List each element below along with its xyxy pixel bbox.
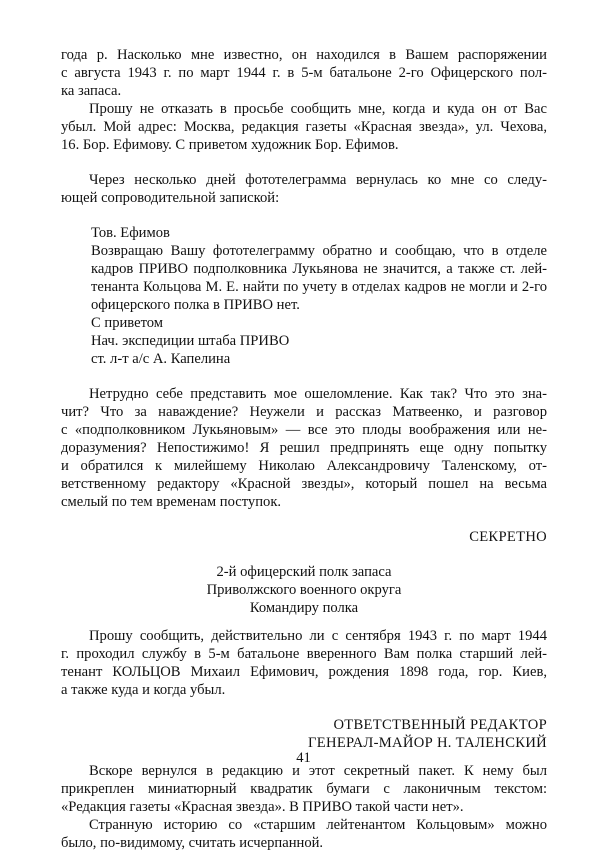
reply-note (61, 224, 547, 368)
text-line: тенанта Кольцова М. Е. найти по учету в отделах кадров не могли и 2-го (91, 279, 547, 295)
address-line: Командиру полка (249, 600, 359, 616)
paragraph-6 (61, 762, 547, 816)
text-line: прикреплен миниатюрный квадратик бумаги с лаконичным текстом: (61, 781, 547, 797)
text-line: Через несколько дней фототелеграмма вернулась ко мне со следу- (89, 172, 547, 188)
text-line: смелый по тем временам поступок. (61, 494, 282, 510)
text-line: 16. Бор. Ефимову. С приветом художник Бор. Ефимов. (61, 137, 399, 153)
letter-address (61, 563, 547, 617)
text-line: доразумения? Непостижимо! Я решил предпринять еще одну попытку (61, 440, 547, 456)
text-line: Нетрудно себе представить мое ошеломление. Как так? Что это зна- (89, 386, 547, 402)
signature-line: ОТВЕТСТВЕННЫЙ РЕДАКТОР (333, 717, 547, 733)
text-line: офицерского полка в ПРИВО нет. (91, 297, 300, 313)
paragraph-1 (61, 46, 547, 100)
note-signer-title: Нач. экспедиции штаба ПРИВО (91, 333, 290, 349)
text-line: чит? Что за наваждение? Неужели и рассказ Матвеенко, и разговор (61, 404, 547, 420)
paragraph-7 (61, 816, 547, 852)
text-line: Прошу не отказать в просьбе сообщить мне, когда и куда он от Вас (89, 101, 547, 117)
text-line: тенант КОЛЬЦОВ Михаил Ефимович, рождения 1898 года, гор. Киев, (61, 664, 547, 680)
paragraph-4 (61, 385, 547, 511)
text-line: с «подполковником Лукьяновым» — все это плоды воображения или не- (61, 422, 547, 438)
paragraph-2 (61, 100, 547, 154)
address-line: Приволжского военного округа (206, 582, 402, 598)
text-line: «Редакция газеты «Красная звезда». В ПРИВО такой части нет». (61, 799, 464, 815)
text-line: Возвращаю Вашу фототелеграмму обратно и сообщаю, что в отделе (91, 243, 547, 259)
note-closing: С приветом (91, 315, 164, 331)
letter-signature (61, 716, 547, 752)
text-line: ка запаса. (61, 83, 122, 99)
secret-stamp: СЕКРЕТНО (469, 529, 547, 545)
page-body (61, 46, 547, 852)
signature-line: ГЕНЕРАЛ-МАЙОР Н. ТАЛЕНСКИЙ (308, 735, 547, 751)
note-greeting: Тов. Ефимов (91, 225, 170, 241)
text-line: года р. Насколько мне известно, он находился в Вашем распоряжении (61, 47, 547, 63)
text-line: а также куда и когда убыл. (61, 682, 226, 698)
text-line: ющей сопроводительной запиской: (61, 190, 280, 206)
paragraph-3 (61, 171, 547, 207)
text-line: кадров ПРИВО подполковника Лукьянова не значится, а также ст. лей- (91, 261, 547, 277)
text-line: Странную историю со «старшим лейтенантом Кольцовым» можно (89, 817, 547, 833)
text-line: убыл. Мой адрес: Москва, редакция газеты «Красная звезда», ул. Чехова, (61, 119, 547, 135)
text-line: г. проходил службу в 5-м батальоне вверенного Вам полка старший лей- (61, 646, 547, 662)
address-line: 2-й офицерский полк запаса (216, 564, 392, 580)
text-line: было, по-видимому, считать исчерпанной. (61, 835, 324, 851)
text-line: с августа 1943 г. по март 1944 г. в 5-м батальоне 2-го Офицерского пол- (61, 65, 547, 81)
text-line: Вскоре вернулся в редакцию и этот секретный пакет. К нему был (89, 763, 547, 779)
text-line: и обратился к милейшему Николаю Александровичу Таленскому, от- (61, 458, 547, 474)
paragraph-5 (61, 627, 547, 699)
text-line: ветственному редактору «Красной звезды», который пошел на весьма (61, 476, 547, 492)
note-signer: ст. л-т а/с А. Капелина (91, 351, 231, 367)
page-number: 41 (296, 750, 311, 766)
text-line: Прошу сообщить, действительно ли с сентября 1943 г. по март 1944 (89, 628, 547, 644)
